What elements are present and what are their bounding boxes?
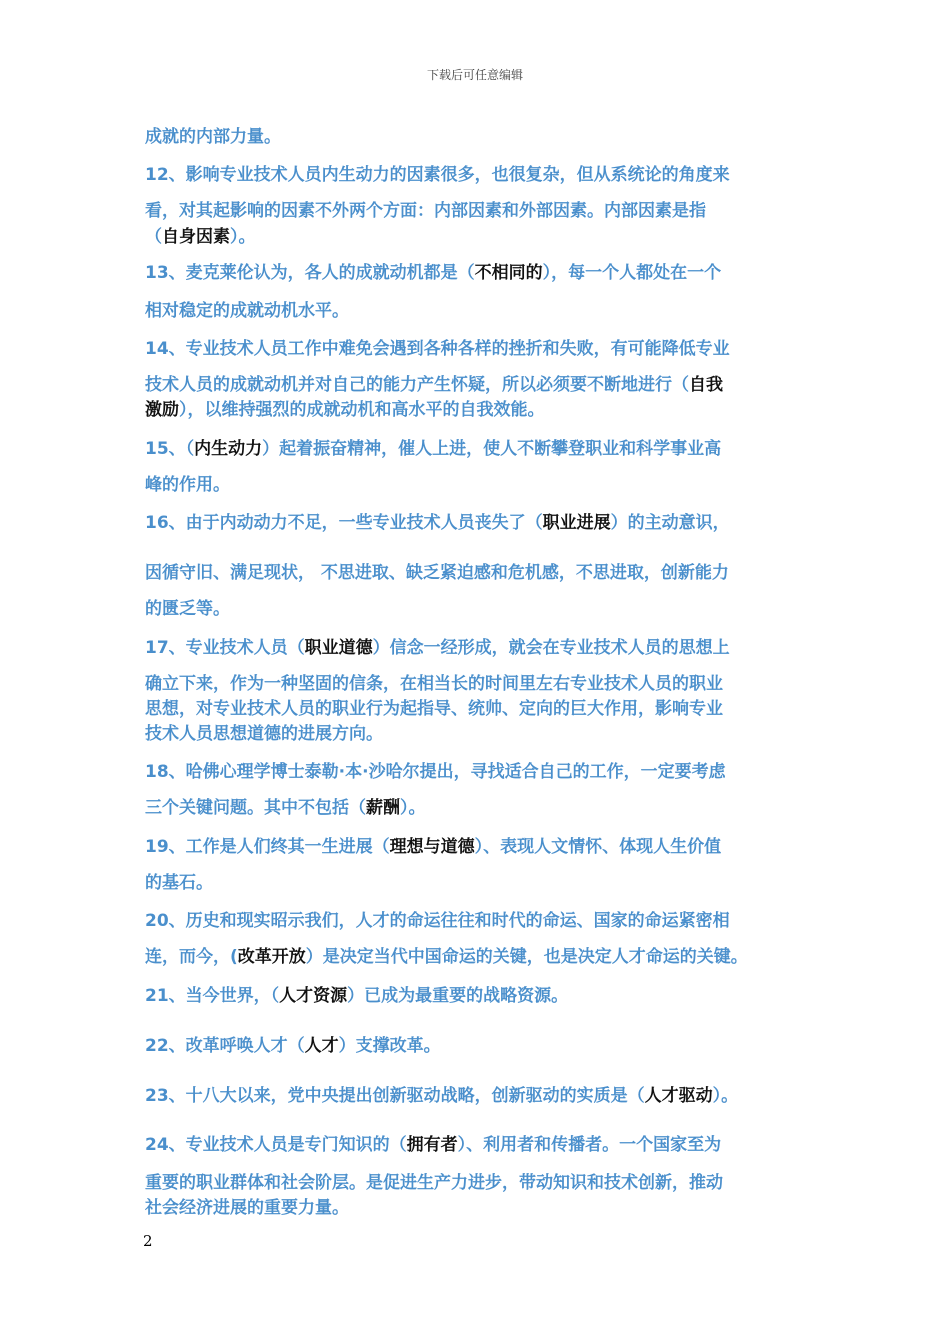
text-line: [145, 399, 545, 421]
body-text: 峰的作用。: [145, 475, 230, 495]
question-number: 13: [145, 263, 169, 283]
answer-text: 理想与道德: [389, 837, 475, 857]
answer-text: 人才: [304, 1036, 339, 1056]
answer-text: 自我: [689, 375, 723, 395]
answer-text: 激励: [145, 400, 179, 420]
text-line: [145, 797, 426, 819]
question-number: 24: [145, 1135, 169, 1155]
text-line: [145, 338, 730, 360]
body-text: 的基石。: [145, 873, 213, 893]
text-line: [145, 910, 730, 932]
body-text: 、由于内动动力不足，一些专业技术人员丧失了（: [168, 513, 543, 533]
text-line: [145, 438, 721, 460]
question-number: 17: [145, 638, 169, 658]
text-line: [145, 374, 723, 396]
answer-text: 人才资源: [279, 986, 348, 1006]
body-text: ）信念一经形成，就会在专业技术人员的思想上: [372, 638, 730, 658]
body-text: 技术人员思想道德的进展方向。: [145, 724, 383, 744]
text-line: [145, 164, 730, 186]
answer-text: 薪酬: [366, 798, 400, 818]
question-number: 14: [145, 339, 169, 359]
body-text: ），以维持强烈的成就动机和高水平的自我效能。: [179, 400, 545, 420]
question-number: 21: [145, 986, 169, 1006]
body-text: 、（: [168, 439, 195, 459]
text-line: [145, 946, 748, 968]
body-text: 、十八大以来，党中央提出创新驱动战略，创新驱动的实质是（: [168, 1086, 645, 1106]
text-line: [145, 200, 706, 222]
body-text: 、当今世界，（: [168, 986, 280, 1006]
body-text: 、麦克莱伦认为，各人的成就动机都是（: [168, 263, 475, 283]
body-text: 技术人员的成就动机并对自己的能力产生怀疑，所以必须要不断地进行（: [145, 375, 689, 395]
text-line: [145, 1197, 349, 1219]
body-text: 连，而今，(: [145, 947, 238, 967]
body-text: （: [145, 227, 162, 247]
body-text: 的匮乏等。: [145, 599, 230, 619]
question-number: 18: [145, 762, 169, 782]
body-text: 、影响专业技术人员内生动力的因素很多，也很复杂，但从系统论的角度来: [168, 165, 730, 185]
body-text: 、历史和现实昭示我们，人才的命运往往和时代的命运、国家的命运紧密相: [168, 911, 730, 931]
text-line: [145, 1134, 721, 1156]
body-text: 、哈佛心理学博士泰勒·本·沙哈尔提出，寻找适合自己的工作，一定要考虑: [168, 762, 726, 782]
body-text: ）。: [230, 227, 256, 247]
text-line: [145, 673, 723, 695]
body-text: ）支撑改革。: [338, 1036, 441, 1056]
text-line: [145, 474, 230, 496]
body-text: ）。: [400, 798, 426, 818]
answer-text: 拥有者: [406, 1135, 458, 1155]
body-text: ）、利用者和传播者。一个国家至为: [457, 1135, 722, 1155]
body-text: ）是决定当代中国命运的关键，也是决定人才命运的关键。: [305, 947, 748, 967]
text-line: [145, 698, 723, 720]
text-line: [145, 836, 721, 858]
question-number: 12: [145, 165, 169, 185]
text-line: [145, 562, 729, 584]
body-text: ）。: [712, 1086, 739, 1106]
text-line: [145, 598, 230, 620]
body-text: ）、表现人文情怀、体现人生价值: [474, 837, 722, 857]
body-text: 、专业技术人员是专门知识的（: [168, 1135, 407, 1155]
question-number: 15: [145, 439, 169, 459]
answer-text: 不相同的: [474, 263, 543, 283]
question-number: 19: [145, 837, 169, 857]
body-text: 重要的职业群体和社会阶层。是促进生产力进步，带动知识和技术创新，推动: [145, 1173, 723, 1193]
text-line: [145, 985, 568, 1007]
text-line: [145, 262, 721, 284]
text-line: [145, 226, 256, 248]
answer-text: 改革开放: [237, 947, 306, 967]
body-text: 、专业技术人员（: [168, 638, 305, 658]
page-header: 下载后可任意编辑: [426, 68, 523, 82]
body-text: 社会经济进展的重要力量。: [145, 1198, 349, 1218]
body-text: 、工作是人们终其一生进展（: [168, 837, 390, 857]
answer-text: 内生动力: [194, 439, 263, 459]
question-number: 23: [145, 1086, 169, 1106]
text-line: [145, 1172, 723, 1194]
body-text: 相对稳定的成就动机水平。: [145, 301, 349, 321]
text-line: [145, 1035, 441, 1057]
answer-text: 职业道德: [304, 638, 373, 658]
text-line: [145, 723, 383, 745]
body-text: 、改革呼唤人才（: [168, 1036, 305, 1056]
body-text: 看，对其起影响的因素不外两个方面：内部因素和外部因素。内部因素是指: [145, 201, 706, 221]
question-number: 16: [145, 513, 169, 533]
answer-text: 自身因素: [162, 227, 230, 247]
body-text: 思想，对专业技术人员的职业行为起指导、统帅、定向的巨大作用，影响专业: [145, 699, 723, 719]
text-line: [145, 637, 730, 659]
text-line: [145, 1085, 738, 1107]
body-text: ）起着振奋精神，催人上进，使人不断攀登职业和科学事业高: [262, 439, 722, 459]
body-text: 三个关键问题。其中不包括（: [145, 798, 366, 818]
question-number: 20: [145, 911, 169, 931]
text-line: [145, 126, 281, 148]
body-text: ），每一个人都处在一个: [542, 263, 722, 283]
answer-text: 职业进展: [542, 513, 611, 533]
body-text: ）已成为最重要的战略资源。: [347, 986, 569, 1006]
body-text: 确立下来，作为一种坚固的信条，在相当长的时间里左右专业技术人员的职业: [145, 674, 723, 694]
body-text: ）的主动意识，: [610, 513, 730, 533]
question-number: 22: [145, 1036, 169, 1056]
body-text: 、专业技术人员工作中难免会遇到各种各样的挫折和失败，有可能降低专业: [168, 339, 730, 359]
text-line: [145, 872, 213, 894]
text-line: [145, 761, 726, 783]
page-number: 2: [143, 1232, 153, 1250]
body-text: 成就的内部力量。: [145, 127, 281, 147]
text-line: [145, 300, 349, 322]
answer-text: 人才驱动: [644, 1086, 713, 1106]
body-text: 因循守旧、满足现状， 不思进取、缺乏紧迫感和危机感，不思进取，创新能力: [145, 563, 729, 583]
text-line: [145, 512, 730, 534]
